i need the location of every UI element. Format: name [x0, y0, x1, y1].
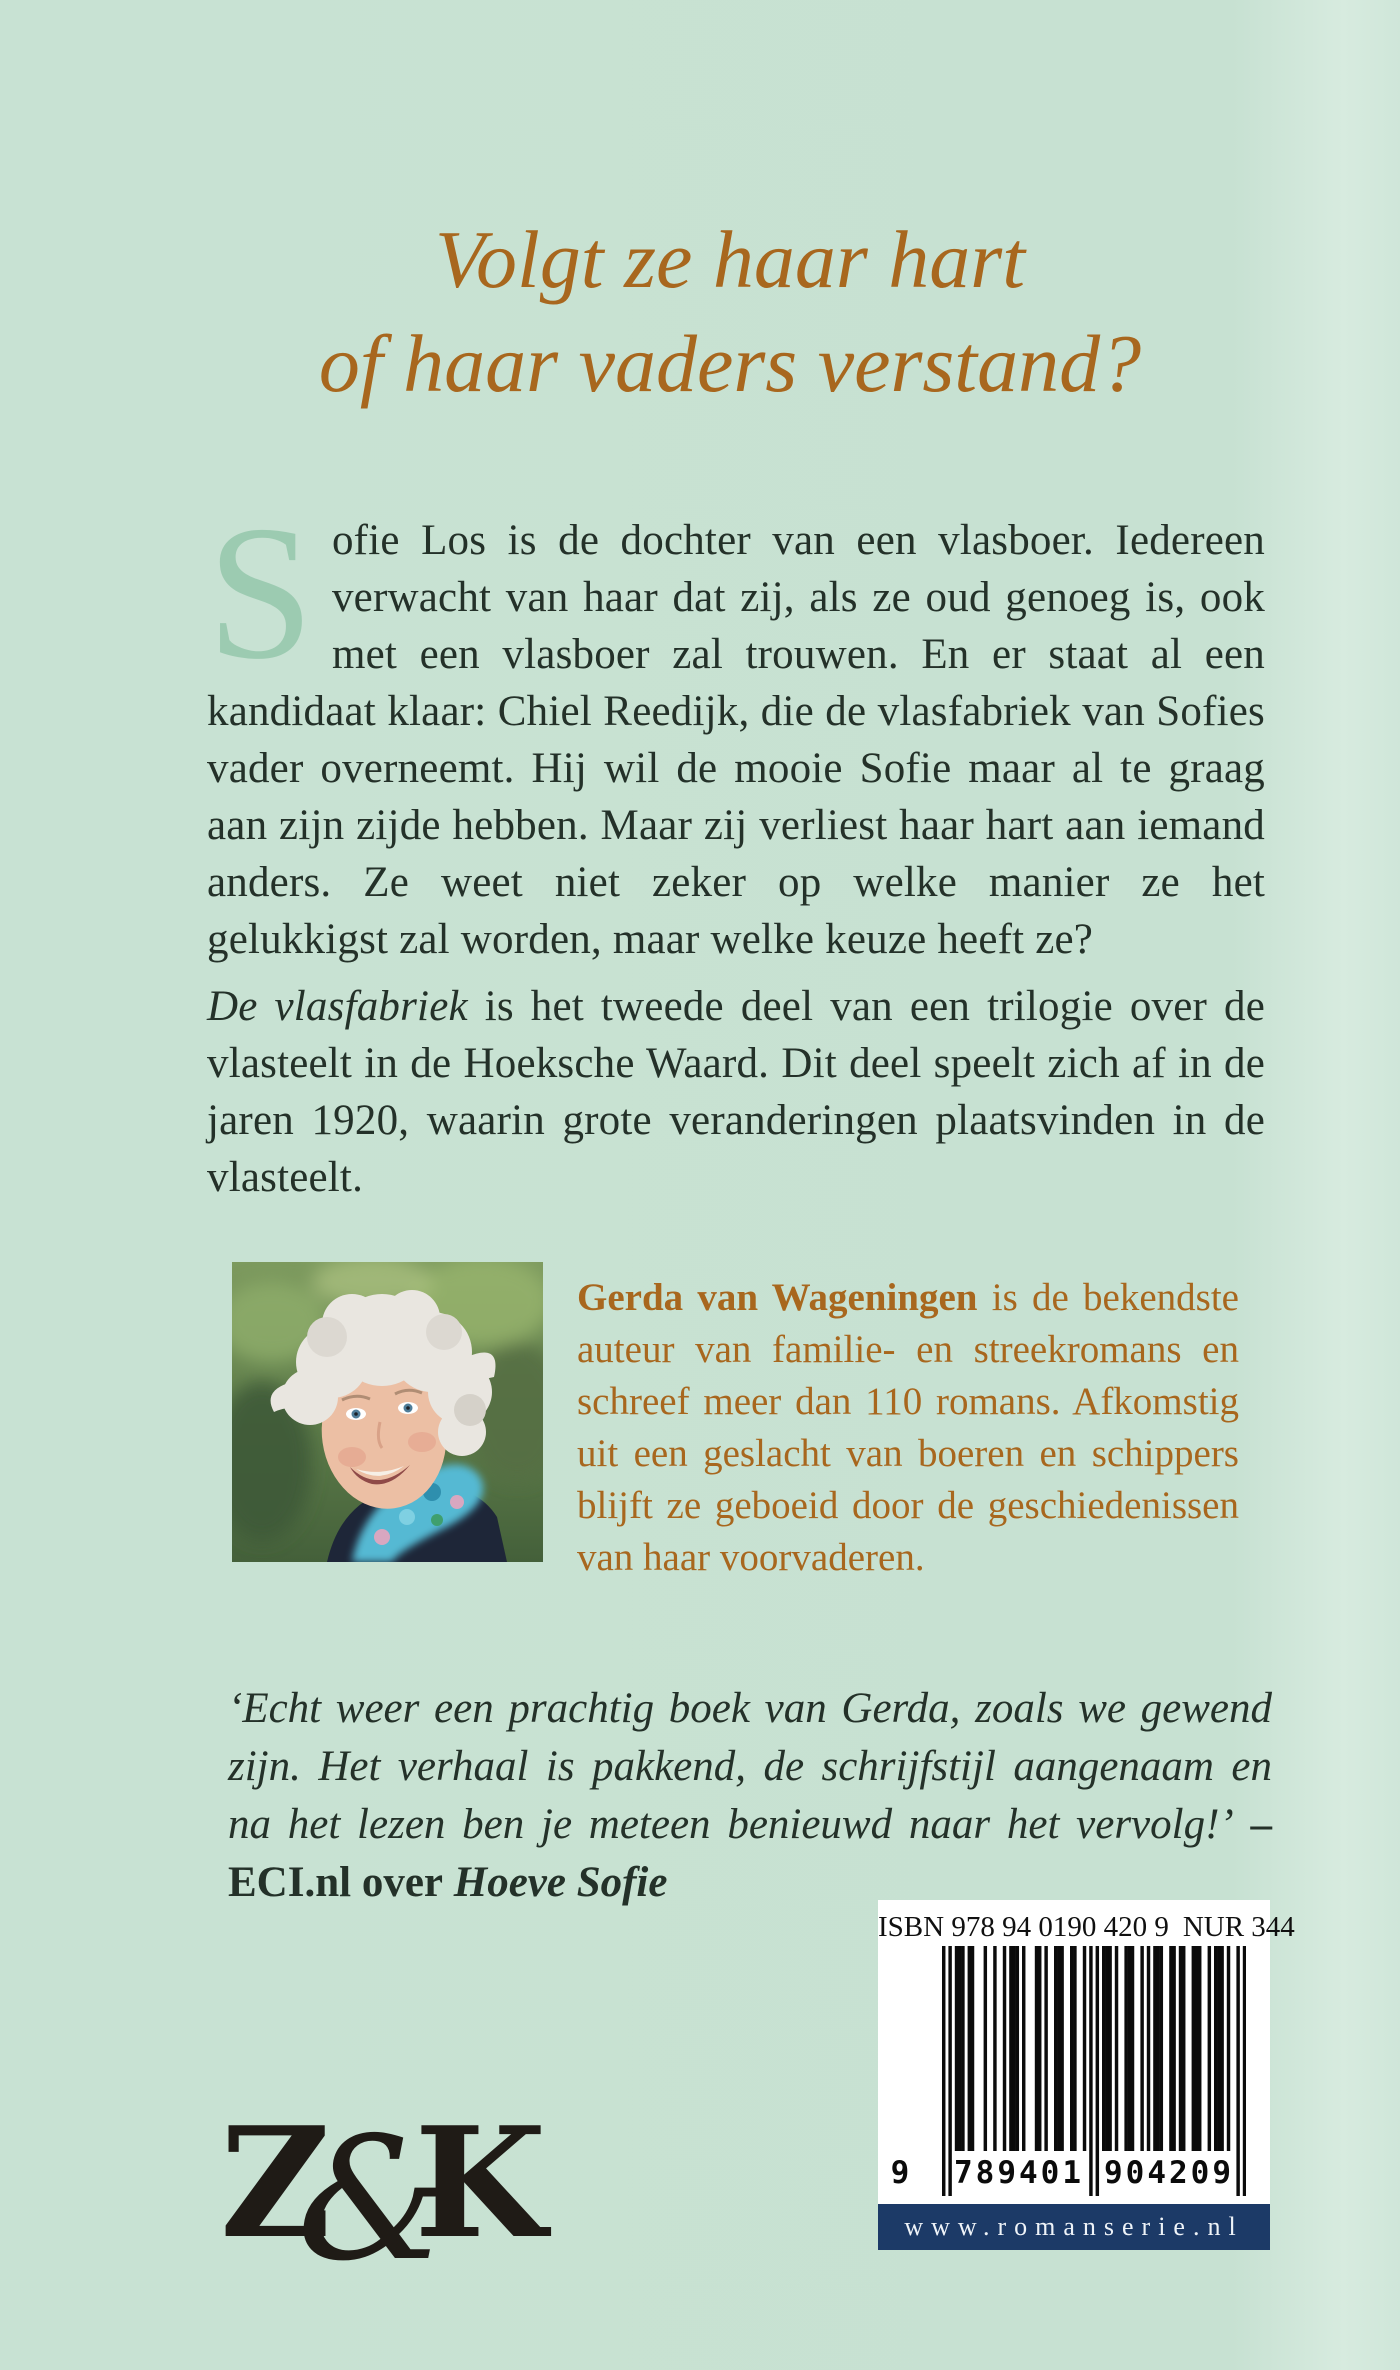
synopsis-text: ofie Los is de dochter van een vlasboer. Iedereen verwacht van haar dat zij, als ze oud genoeg is, ook met een vlasboer zal trouwen. En er staat al een kandidaat klaar: Chiel Reedijk, die de vlasfabriek van Sofies vader overneemt. Hij wil de mooie Sofie maar al te graag aan zijn zijde hebben. Maar zij verliest haar hart aan iemand anders. Ze weet niet zeker op welke manier ze het gelukkigst zal worden, maar welke keuze heeft ze? [207, 517, 1265, 963]
tagline-line-2: of haar vaders verstand? [318, 318, 1142, 409]
quote-text: ‘Echt weer een prachtig boek van Gerda, zoals we gewend zijn. Het verhaal is pakkend, de schrijfstijl aangenaam en na het lezen ben je meteen benieuwd naar het vervolg!’ [228, 1685, 1272, 1848]
barcode-lead-digit: 9 [890, 2155, 910, 2191]
logo-letter-z: Z [220, 2093, 331, 2272]
quote-separator: – [1250, 1801, 1272, 1848]
author-section [0, 1262, 1400, 1579]
quote-source: ECI.nl over [228, 1859, 443, 1906]
website-url: www.romanserie.nl [904, 2212, 1244, 2241]
synopsis-paragraph [207, 486, 1265, 968]
isbn-label: ISBN 978 94 0190 420 9 [878, 1911, 1169, 1943]
ean-barcode [890, 1946, 1246, 2196]
drop-cap: S [207, 486, 314, 699]
author-bio [577, 1272, 1239, 1584]
author-name: Gerda van Wageningen [577, 1276, 978, 1319]
author-photo [232, 1262, 543, 1562]
quote-work-title: Hoeve Sofie [453, 1859, 668, 1906]
tagline-title [100, 208, 1360, 416]
series-book-title: De vlasfabriek [207, 983, 468, 1030]
barcode-digits-right: 904209 [1102, 2153, 1236, 2193]
tagline-line-1: Volgt ze haar hart [435, 214, 1025, 305]
nur-label: NUR 344 [1182, 1911, 1295, 1943]
isbn-box [878, 1900, 1295, 2204]
author-bio-text: is de bekendste auteur van familie- en streekromans en schreef meer dan 110 romans. Afkomstig uit een geslacht van boeren en schippers blijft ze geboeid door de geschiedenissen van haar voorvaderen. [577, 1276, 1239, 1579]
publisher-logo-zk [220, 2093, 547, 2299]
barcode-digits-left: 789401 [952, 2153, 1086, 2193]
series-note-paragraph [207, 978, 1265, 1206]
logo-ampersand: & [296, 2101, 449, 2299]
isbn-line [878, 1910, 1295, 1944]
review-quote [228, 1680, 1272, 1912]
website-bar [878, 2204, 1270, 2250]
series-note-text: is het tweede deel van een trilogie over de vlasteelt in de Hoeksche Waard. Dit deel speelt zich af in de jaren 1920, waarin grote veranderingen plaatsvinden in de vlasteelt. [207, 983, 1265, 1201]
logo-letter-k: K [414, 2093, 547, 2272]
